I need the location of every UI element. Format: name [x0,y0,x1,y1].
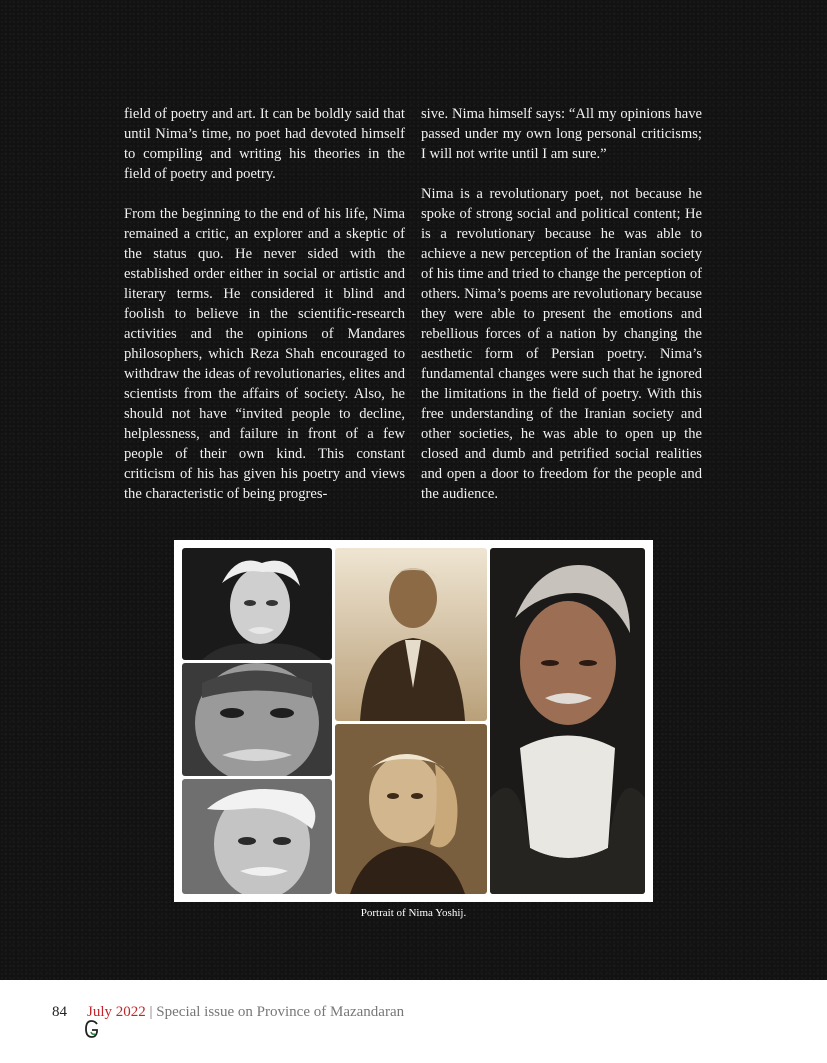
portrait-photo [182,548,332,660]
article-paragraph: field of poetry and art. It can be boldly said that until Nima’s time, no poet had devoted himself to compiling and writing his theories in the field of poetry and poetry. [124,106,405,182]
page-number: 84 [52,1003,67,1020]
article-paragraph: Nima is a revolutionary poet, not because he spoke of strong social and political content; He is a revolutionary because he was able to achieve a new perception of the Iranian society of his time and tried to change the perception of others. Nima’s poems are revolutionary because they were able to present the emotions and rebellious forces of a nation by changing the aesthetic form of Persian poetry. Nima’s fundamental changes were such that he ignored the limitations in the field of poetry. With this free understanding of the Iranian society and other societies, he was able to open up the closed and dumb and petrified social realities and open a door to freedom for the people and the audience. [421,186,702,502]
g-logo-icon [68,1002,86,1022]
footer-separator: | [145,1003,157,1020]
article-column-left [124,104,405,524]
portrait-photo [335,724,487,894]
issue-title: Special issue on Province of Mazandaran [156,1003,405,1020]
portrait-photo [182,779,332,894]
issue-date: July 2022 [87,1003,146,1020]
portrait-collage [174,540,653,902]
page-footer [52,1000,404,1024]
figure-caption: Portrait of Nima Yoshij. [360,907,467,919]
portrait-photo [490,548,645,894]
portrait-photo [335,548,487,721]
article-paragraph: From the beginning to the end of his life, Nima remained a critic, an explorer and a skeptic of the status quo. He never sided with the established order either in social or artistic and literary terms. He considered it blind and foolish to believe in the scientific-research activities and the opinions of Mandares philosophers, which Reza Shah encouraged to withdraw the ideas of revolutionaries, elites and scientists from the affairs of society. Also, he should not have “invited people to decline, helplessness, and failure in front of a few people of their own kind. This constant criticism of his has given his poetry and views the characteristic of being progres- [124,206,405,502]
article-column-right [421,104,702,524]
portrait-photo [182,663,332,776]
article-paragraph: sive. Nima himself says: “All my opinions have passed under my own long personal criticisms; I will not write until I am sure.” [421,106,702,162]
